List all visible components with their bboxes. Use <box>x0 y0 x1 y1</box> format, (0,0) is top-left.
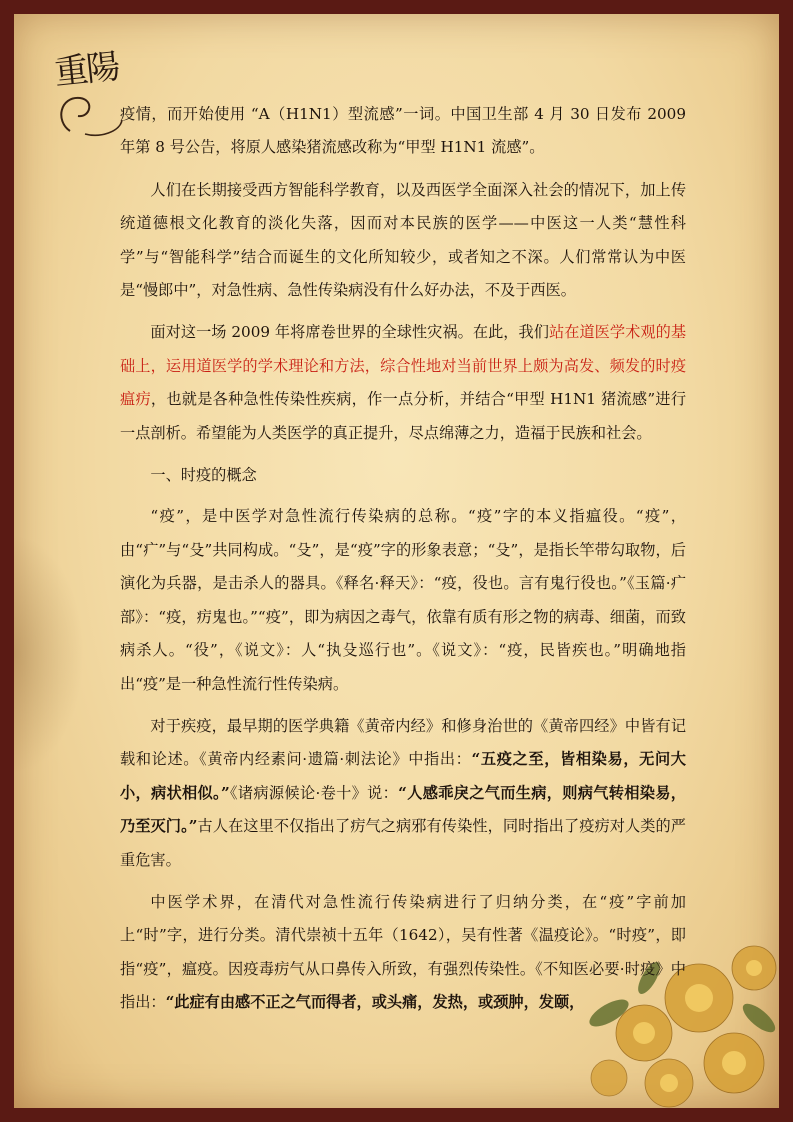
paragraph-4: “疫”，是中医学对急性流行传染病的总称。“疫”字的本义指瘟役。“疫”，由“疒”与“殳”共同构成。“殳”，是“疫”字的形象表意；“殳”，是指长竿带勾取物，后演化为兵器，是击杀人的器具。《释名·释天》：“疫，役也。言有鬼行役也。”《玉篇·疒部》：“疫，疠鬼也。”“疫”，即为病因之毒气，依靠有质有形之物的病毒、细菌，而致病杀人。“役”，《说文》：人“执殳巡行也”。《说文》：“疫，民皆疾也。”明确地指出“疫”是一种急性流行性传染病。 <box>120 507 686 693</box>
section-heading: 一、时疫的概念 <box>150 466 257 485</box>
article-body <box>120 98 686 1029</box>
paragraph-1: 疫情，而开始使用 “A（H1N1）型流感”一词。中国卫生部 4 月 30 日发布 2009 年第 8 号公告，将原人感染猪流感改称为“甲型 H1N1 流感”。 <box>120 105 686 157</box>
paragraph-5 <box>120 710 686 877</box>
paragraph-3 <box>120 316 686 450</box>
paragraph-5-text-c: 古人在这里不仅指出了疠气之病邪有传染性，同时指出了疫疠对人类的严重危害。 <box>120 817 686 869</box>
paragraph-5-text-a: 对于疾疫，最早期的医学典籍《黄帝内经》和修身治世的《黄帝四经》中皆有记载和论述。《黄帝内经素问·遗篇·刺法论》中指出： <box>120 716 686 769</box>
paragraph-5-quote-1: “五疫之至，皆相染易，无问大小，病状相似。” <box>120 750 686 802</box>
paragraph-6-quote: “此症有由感不正之气而得者，或头痛，发热，或颈肿，发颐， <box>165 993 585 1012</box>
paragraph-6-text-a: 中医学术界，在清代对急性流行传染病进行了归纳分类，在“疫”字前加上“时”字，进行分类。清代崇祯十五年（1642），吴有性著《温疫论》。“时疫”，即指“疫”，瘟疫。因疫毒疠气从口鼻传入所致，有强烈传染性。《不知医必要·时疫》中指出： <box>120 892 686 1012</box>
paragraph-2: 人们在长期接受西方智能科学教育，以及西医学全面深入社会的情况下，加上传统道德根文化教育的淡化失落，因而对本民族的医学——中医这一人类“慧性科学”与“智能科学”结合而诞生的文化所知较少，或者知之不深。人们常常认为中医是“慢郎中”，对急性病、急性传染病没有什么好办法，不及于西医。 <box>120 180 686 300</box>
paragraph-3-text-a: 面对这一场 2009 年将席卷世界的全球性灾祸。在此，我们 <box>150 323 549 342</box>
logo-text: 重陽 <box>52 46 121 94</box>
decorative-branch-left <box>14 534 84 774</box>
paragraph-5-text-b: 《诸病源候论·卷十》说： <box>229 783 399 802</box>
paragraph-3-highlight: 站在道医学术观的基础上，运用道医学的学术理论和方法，综合性地对当前世界上颇为高发、频发的时疫瘟疠 <box>120 323 687 409</box>
paragraph-5-quote-2: “人感乖戾之气而生病，则病气转相染易，乃至灭门。” <box>120 783 686 836</box>
document-page <box>14 14 779 1108</box>
paragraph-3-text-b: ，也就是各种急性传染性疾病，作一点分析，并结合“甲型 H1N1 猪流感”进行一点剖析。希望能为人类医学的真正提升，尽点绵薄之力，造福于民族和社会。 <box>120 390 687 442</box>
paragraph-6 <box>120 886 686 1020</box>
